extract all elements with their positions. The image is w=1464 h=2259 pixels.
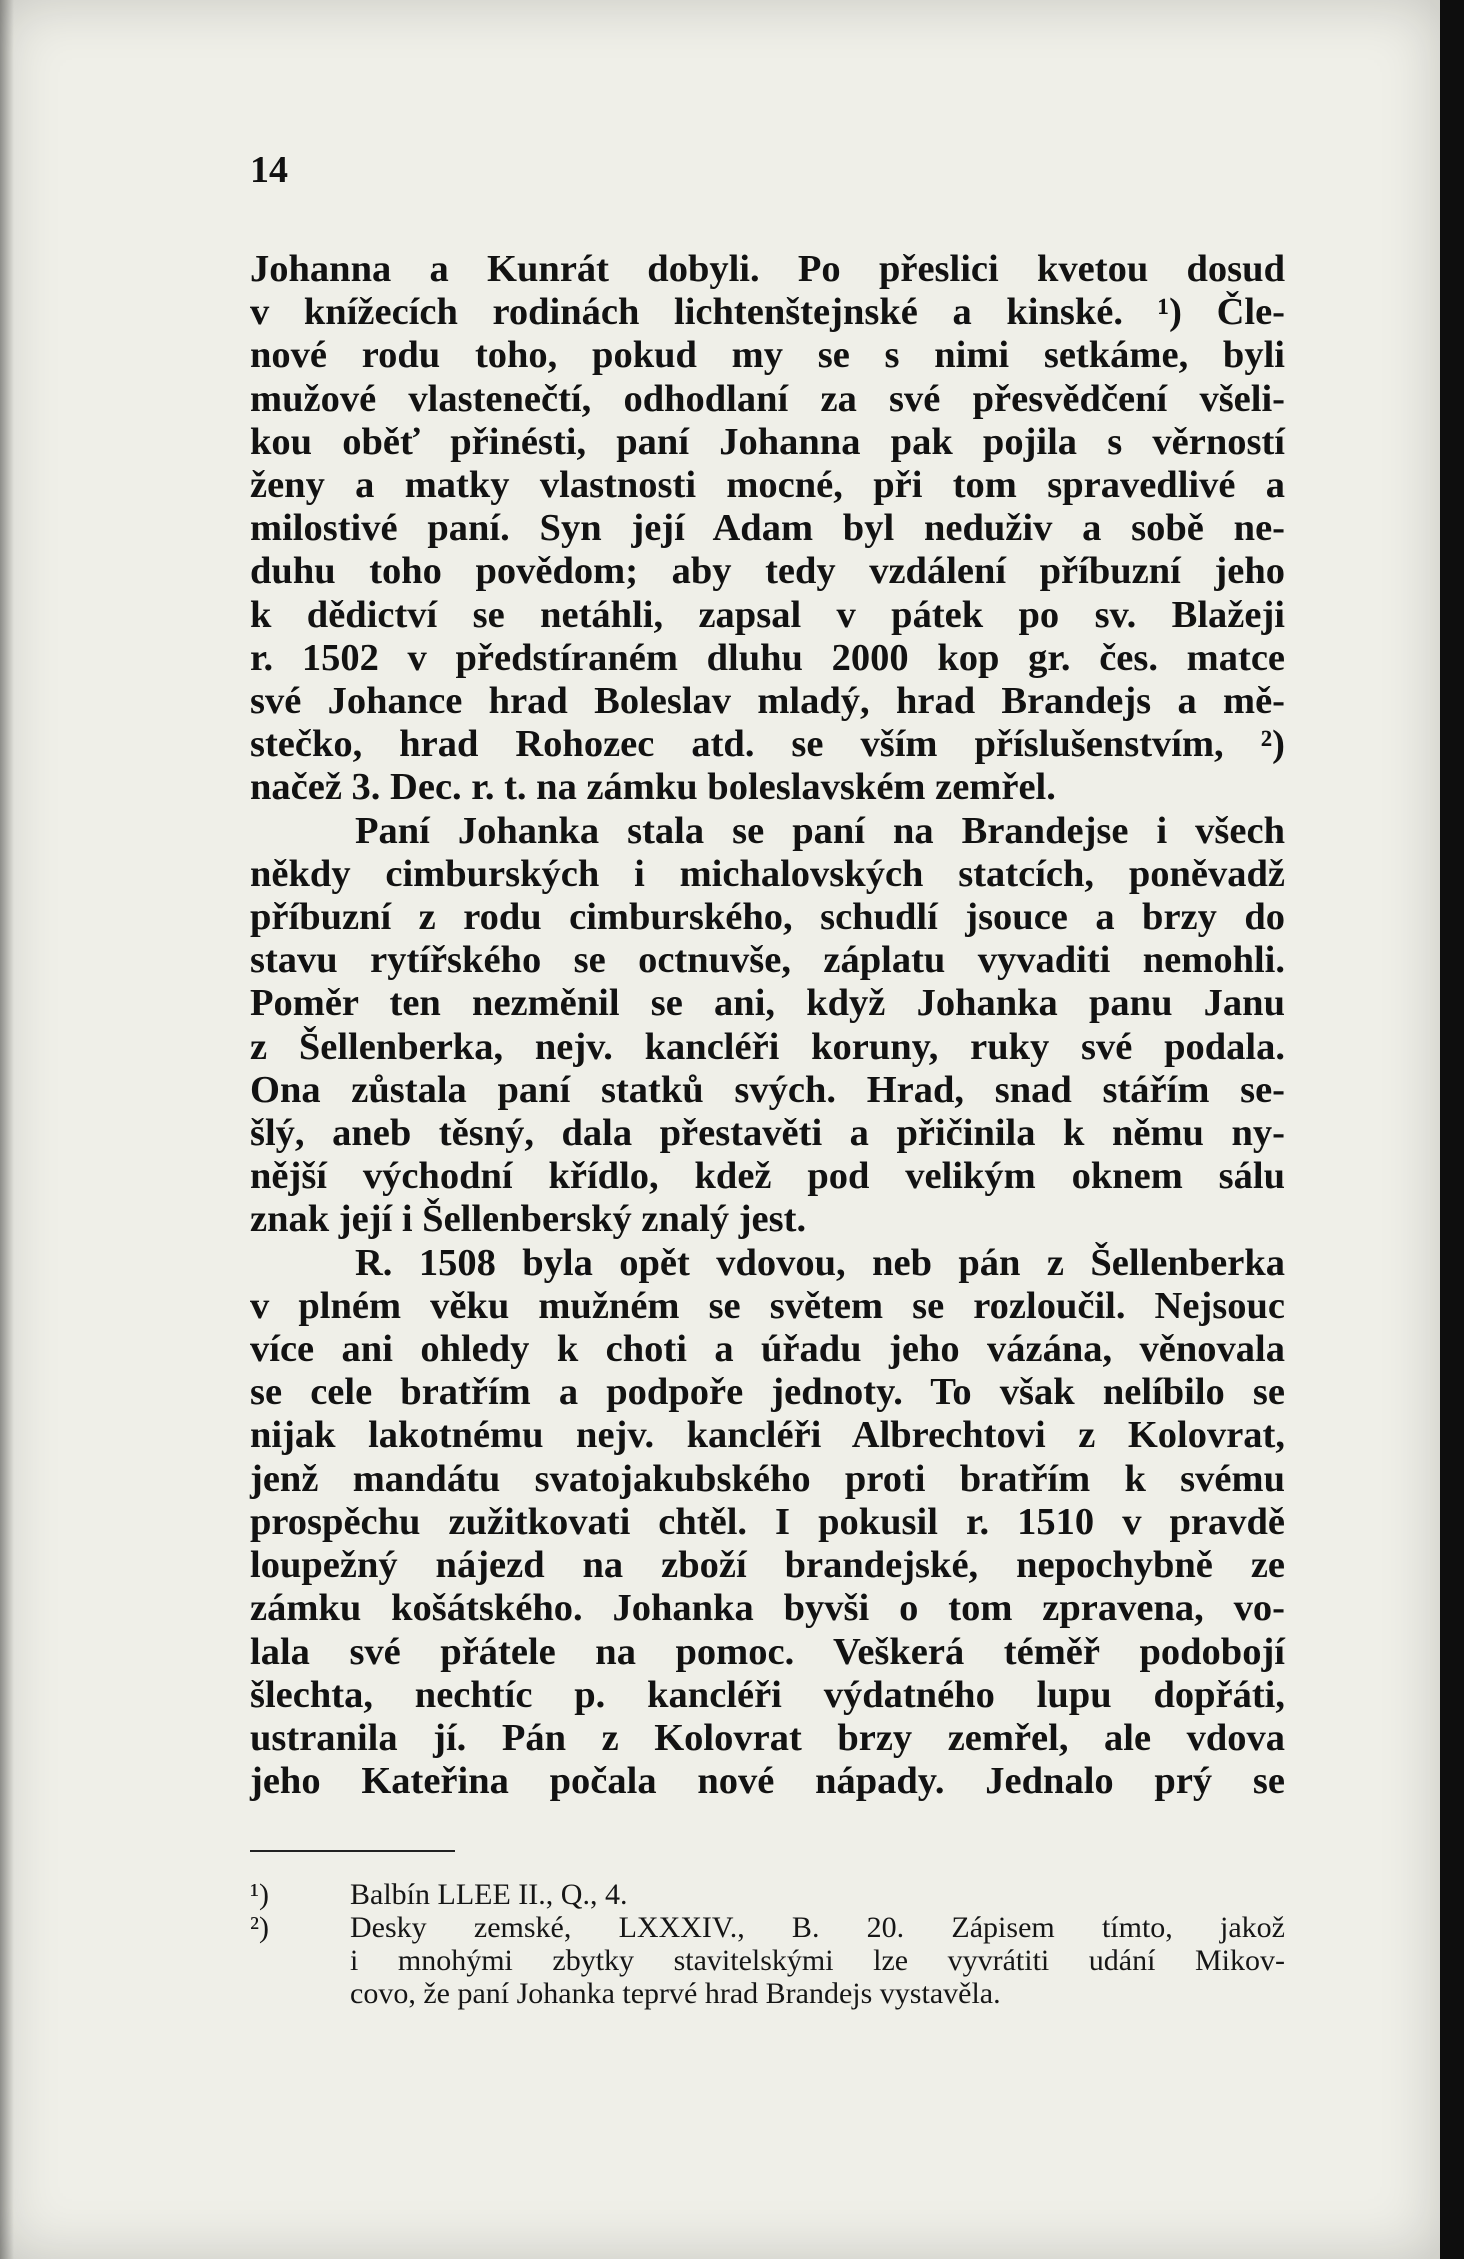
footnote-text: covo, že paní Johanka teprvé hrad Brandejs vystavěla.: [350, 1977, 1001, 2010]
text-line: znak její i Šellenberský znalý jest.: [250, 1198, 807, 1241]
footnote-text: Desky zemské, LXXXIV., B. 20. Zápisem tímto, jakož: [350, 1911, 1285, 1944]
text-line: ženy a matky vlastnosti mocné, při tom spravedlivé a: [250, 464, 1285, 507]
footnotes: [250, 1878, 1285, 2010]
text-line: někdy cimburských i michalovských statcích, poněvadž: [250, 852, 1285, 895]
page-number: 14: [250, 149, 288, 191]
text-line: z Šellenberka, nejv. kancléři koruny, ruky své podala.: [250, 1025, 1285, 1068]
text-line: prospěchu zužitkovati chtěl. I pokusil r. 1510 v pravdě: [250, 1500, 1285, 1543]
text-line: nové rodu toho, pokud my se s nimi setkáme, byli: [250, 334, 1285, 377]
footnote-marker: ²): [250, 1911, 269, 1944]
text-line: stavu rytířského se octnuvše, záplatu vyvaditi nemohli.: [250, 939, 1285, 982]
text-line: milostivé paní. Syn její Adam byl neduživ a sobě ne-: [250, 507, 1285, 550]
text-line: zámku košátského. Johanka byvši o tom zpravena, vo-: [250, 1587, 1285, 1630]
text-line: načež 3. Dec. r. t. na zámku boleslavském zemřel.: [250, 766, 1056, 809]
text-line: mužové vlastenečtí, odhodlaní za své přesvědčení všeli-: [250, 377, 1285, 420]
text-line: lala své přátele na pomoc. Veškerá téměř podobojí: [250, 1630, 1285, 1673]
text-line: nijak lakotnému nejv. kancléři Albrechtovi z Kolovrat,: [250, 1414, 1285, 1457]
text-line: příbuzní z rodu cimburského, schudlí jsouce a brzy do: [250, 896, 1285, 939]
text-line: Ona zůstala paní statků svých. Hrad, snad stářím se-: [250, 1068, 1285, 1111]
text-line: R. 1508 byla opět vdovou, neb pán z Šellenberka: [355, 1241, 1285, 1284]
page-left-shadow: [0, 0, 14, 2259]
footnote-2: [250, 1911, 1285, 1944]
text-line: se cele bratřím a podpoře jednoty. To však nelíbilo se: [250, 1371, 1285, 1414]
footnote-divider: [250, 1850, 455, 1852]
text-line: Paní Johanka stala se paní na Brandejse i všech: [355, 809, 1285, 852]
text-line: jenž mandátu svatojakubského proti bratřím k svému: [250, 1457, 1285, 1500]
text-line: v plném věku mužném se světem se rozloučil. Nejsouc: [250, 1284, 1285, 1327]
text-line: r. 1502 v předstíraném dluhu 2000 kop gr. čes. matce: [250, 636, 1285, 679]
footnote-1: [250, 1878, 1285, 1911]
text-line: k dědictví se netáhli, zapsal v pátek po sv. Blažeji: [250, 593, 1285, 636]
text-line: své Johance hrad Boleslav mladý, hrad Brandejs a mě-: [250, 680, 1285, 723]
text-line: loupežný nájezd na zboží brandejské, nepochybně ze: [250, 1544, 1285, 1587]
text-line: Johanna a Kunrát dobyli. Po přeslici kvetou dosud: [250, 248, 1285, 290]
text-line: více ani ohledy k choti a úřadu jeho vázána, věnovala: [250, 1328, 1285, 1371]
text-line: šlechta, nechtíc p. kancléři výdatného lupu dopřáti,: [250, 1673, 1285, 1716]
footnote-text: Balbín LLEE II., Q., 4.: [350, 1878, 628, 1911]
footnote-text: i mnohými zbytky stavitelskými lze vyvrátiti udání Mikov-: [350, 1944, 1285, 1977]
scan-dark-border: [1440, 0, 1464, 2259]
text-line: v knížecích rodinách lichtenštejnské a kinské. ¹) Čle-: [250, 291, 1285, 334]
text-line: nější východní křídlo, kdež pod velikým oknem sálu: [250, 1155, 1285, 1198]
text-line: duhu toho povědom; aby tedy vzdálení příbuzní jeho: [250, 550, 1285, 593]
footnote-marker: ¹): [250, 1878, 269, 1911]
body-text: [250, 248, 1285, 1803]
text-line: jeho Kateřina počala nové nápady. Jednalo prý se: [250, 1760, 1285, 1803]
text-line: šlý, aneb těsný, dala přestavěti a přičinila k němu ny-: [250, 1112, 1285, 1155]
text-line: kou oběť přinésti, paní Johanna pak pojila s věrností: [250, 420, 1285, 463]
text-line: Poměr ten nezměnil se ani, když Johanka panu Janu: [250, 982, 1285, 1025]
text-line: stečko, hrad Rohozec atd. se vším příslušenstvím, ²): [250, 723, 1285, 766]
text-line: ustranila jí. Pán z Kolovrat brzy zemřel, ale vdova: [250, 1716, 1285, 1759]
